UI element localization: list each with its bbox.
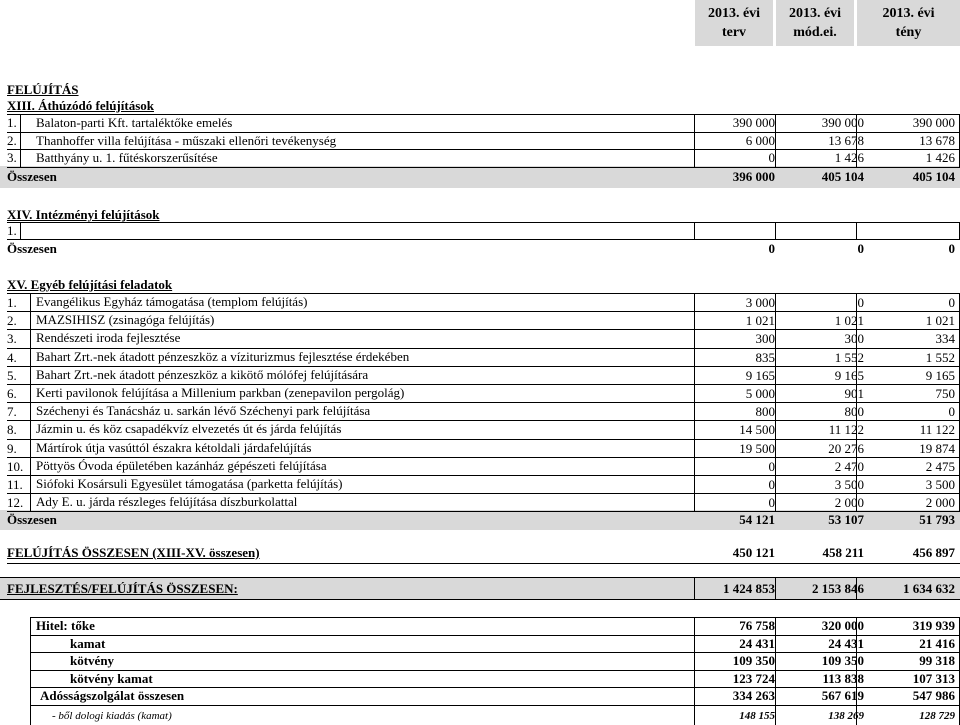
debt-note-actual: 128 729 bbox=[919, 709, 955, 722]
debt-row-actual: 107 313 bbox=[912, 670, 955, 686]
row-15-num: 12. bbox=[7, 495, 24, 511]
row-15-num: 8. bbox=[7, 422, 17, 438]
grand-total-actual: 456 897 bbox=[912, 545, 955, 560]
row-13-plan: 0 bbox=[768, 150, 775, 165]
row-15-label: Rendészeti iroda fejlesztése bbox=[36, 330, 181, 346]
row-15-num: 4. bbox=[7, 349, 17, 365]
row-15-plan: 1 021 bbox=[745, 313, 775, 329]
debt-row-label: kamat bbox=[70, 635, 106, 651]
debt-row-actual: 319 939 bbox=[912, 618, 955, 633]
row-13-num: 3. bbox=[7, 150, 17, 165]
row-15-plan: 9 165 bbox=[745, 367, 775, 383]
total-15-actual: 51 793 bbox=[919, 512, 955, 527]
row-15-modified: 20 276 bbox=[828, 440, 864, 456]
row-13-modified: 1 426 bbox=[834, 150, 864, 165]
row-15-actual: 0 bbox=[948, 404, 955, 420]
total-13-modified: 405 104 bbox=[821, 169, 864, 184]
total-label-13: Összesen bbox=[7, 169, 57, 184]
row-15-num: 3. bbox=[7, 331, 17, 347]
row-15-label: Bahart Zrt.-nek átadott pénzeszköz a kikötő mólófej felújítására bbox=[36, 366, 369, 382]
row-15-plan: 300 bbox=[755, 331, 775, 347]
total-bar-15 bbox=[0, 510, 960, 530]
row-15-modified: 9 165 bbox=[834, 367, 864, 383]
row-15-modified: 1 021 bbox=[834, 313, 864, 329]
debt-row-modified: 24 431 bbox=[828, 635, 864, 651]
row-15-plan: 0 bbox=[768, 458, 775, 474]
row-15-num: 9. bbox=[7, 440, 17, 456]
row-15-modified: 1 552 bbox=[834, 349, 864, 365]
row-15-label: Kerti pavilonok felújítása a Millenium parkban (zenepavilon pergolág) bbox=[36, 385, 405, 400]
debt-note-label: - ből dologi kiadás (kamat) bbox=[52, 709, 172, 722]
row-15-plan: 14 500 bbox=[739, 422, 775, 438]
fejl-total-plan: 1 424 853 bbox=[723, 581, 775, 596]
debt-row-label: kötvény bbox=[70, 653, 115, 668]
debt-row-actual: 99 318 bbox=[919, 653, 955, 668]
row-13-label: Batthyány u. 1. fűtéskorszerűsítése bbox=[36, 150, 218, 165]
row-13-plan: 6 000 bbox=[745, 132, 775, 148]
row-13-label: Balaton-parti Kft. tartaléktőke emelés bbox=[36, 115, 233, 130]
row-15-plan: 19 500 bbox=[739, 440, 775, 456]
row-15-label: Ady E. u. járda részleges felújítása díszburkolattal bbox=[36, 494, 298, 510]
row-15-actual: 750 bbox=[935, 386, 955, 401]
debt-row-plan: 109 350 bbox=[732, 653, 775, 668]
row-15-label: Mártírok útja vasúttól északra kétoldali járdafelújítás bbox=[36, 439, 312, 455]
header-col-plan: 2013. évi terv bbox=[695, 0, 773, 46]
row-15-modified: 11 122 bbox=[828, 422, 864, 438]
row-13-modified: 13 678 bbox=[828, 132, 864, 148]
row-15-modified: 901 bbox=[844, 386, 864, 401]
row-15-plan: 3 000 bbox=[745, 295, 775, 310]
header-col-actual: 2013. évi tény bbox=[857, 0, 960, 46]
row-15-actual: 11 122 bbox=[919, 422, 955, 438]
debt-row-plan: 334 263 bbox=[732, 688, 775, 703]
total-14-plan: 0 bbox=[768, 241, 775, 256]
row-13-num: 1. bbox=[7, 115, 17, 130]
row-15-modified: 0 bbox=[857, 295, 864, 310]
debt-row-plan: 123 724 bbox=[732, 670, 775, 686]
grand-total-label: FELÚJÍTÁS ÖSSZESEN (XIII-XV. összesen) bbox=[7, 545, 260, 560]
page-title: FELÚJÍTÁS bbox=[7, 82, 79, 97]
row-15-label: Pöttyös Óvoda épületében kazánház gépészeti felújítása bbox=[36, 457, 327, 473]
row-13-actual: 390 000 bbox=[912, 115, 955, 130]
debt-row-label: kötvény kamat bbox=[70, 670, 153, 686]
row-15-label: Bahart Zrt.-nek átadott pénzeszköz a víziturizmus fejlesztése érdekében bbox=[36, 348, 410, 364]
total-13-actual: 405 104 bbox=[912, 169, 955, 184]
row-13-plan: 390 000 bbox=[732, 115, 775, 130]
row-15-num: 6. bbox=[7, 386, 17, 401]
row-15-plan: 0 bbox=[768, 477, 775, 492]
fejl-total-modified: 2 153 846 bbox=[812, 581, 864, 596]
debt-row-plan: 24 431 bbox=[739, 635, 775, 651]
fejl-total-actual: 1 634 632 bbox=[903, 581, 955, 596]
total-label-14: Összesen bbox=[7, 241, 57, 256]
debt-row-label: Hitel: tőke bbox=[36, 618, 95, 633]
debt-note-plan: 148 155 bbox=[739, 709, 775, 722]
row-15-label: Siófoki Kosársuli Egyesület támogatása (parketta felújítás) bbox=[36, 476, 343, 491]
section-title-14: XIV. Intézményi felújítások bbox=[7, 207, 160, 222]
debt-row-actual: 21 416 bbox=[919, 635, 955, 651]
debt-row-plan: 76 758 bbox=[739, 618, 775, 633]
row-15-num: 1. bbox=[7, 295, 17, 310]
debt-row-modified: 109 350 bbox=[821, 653, 864, 668]
row-15-modified: 800 bbox=[844, 404, 864, 420]
row-15-label: Evangélikus Egyház támogatása (templom felújítás) bbox=[36, 294, 308, 309]
grand-total-plan: 450 121 bbox=[732, 545, 775, 560]
row-13-num: 2. bbox=[7, 132, 17, 148]
row-15-actual: 0 bbox=[948, 295, 955, 310]
row-15-actual: 1 021 bbox=[925, 313, 955, 329]
row-15-actual: 19 874 bbox=[919, 440, 955, 456]
total-14-actual: 0 bbox=[948, 241, 955, 256]
debt-row-label: Adósságszolgálat összesen bbox=[40, 688, 185, 703]
row-15-actual: 1 552 bbox=[925, 349, 955, 365]
row-13-modified: 390 000 bbox=[821, 115, 864, 130]
row-15-num: 2. bbox=[7, 313, 17, 329]
row-15-modified: 3 500 bbox=[834, 477, 864, 492]
debt-row-actual: 547 986 bbox=[912, 688, 955, 703]
row-15-num: 5. bbox=[7, 367, 17, 383]
row-15-num: 7. bbox=[7, 404, 17, 420]
fejl-total-label: FEJLESZTÉS/FELÚJÍTÁS ÖSSZESEN: bbox=[7, 581, 238, 596]
row-15-actual: 2 000 bbox=[925, 495, 955, 511]
row-15-actual: 2 475 bbox=[925, 458, 955, 474]
total-bar-13 bbox=[0, 166, 960, 188]
header-col-modified: 2013. évi mód.ei. bbox=[776, 0, 854, 46]
row-15-plan: 800 bbox=[755, 404, 775, 420]
row-13-actual: 1 426 bbox=[925, 150, 955, 165]
debt-row-modified: 320 000 bbox=[821, 618, 864, 633]
section-title-15: XV. Egyéb felújítási feladatok bbox=[7, 277, 173, 292]
debt-note-modified: 138 269 bbox=[828, 709, 864, 722]
row-15-modified: 2 000 bbox=[834, 495, 864, 511]
total-14-modified: 0 bbox=[857, 241, 864, 256]
row-15-modified: 300 bbox=[844, 331, 864, 347]
row-13-label: Thanhoffer villa felújítása - műszaki ellenőri tevékenység bbox=[36, 132, 337, 148]
row-15-plan: 0 bbox=[768, 495, 775, 511]
row-15-plan: 835 bbox=[755, 349, 775, 365]
total-15-modified: 53 107 bbox=[828, 512, 864, 527]
total-15-plan: 54 121 bbox=[739, 512, 775, 527]
debt-row-modified: 113 838 bbox=[822, 670, 864, 686]
row-15-label: Széchenyi és Tanácsház u. sarkán lévő Széchenyi park felújítása bbox=[36, 403, 371, 419]
debt-row-modified: 567 619 bbox=[821, 688, 864, 703]
row-15-num: 10. bbox=[7, 458, 24, 474]
total-13-plan: 396 000 bbox=[732, 169, 775, 184]
grand-total-modified: 458 211 bbox=[822, 545, 864, 560]
row-15-actual: 9 165 bbox=[925, 367, 955, 383]
row-15-label: MAZSIHISZ (zsinagóga felújítás) bbox=[36, 312, 215, 328]
row-14-1-num: 1. bbox=[7, 223, 17, 238]
row-15-plan: 5 000 bbox=[745, 386, 775, 401]
row-13-actual: 13 678 bbox=[919, 132, 955, 148]
total-label-15: Összesen bbox=[7, 512, 57, 527]
row-15-num: 11. bbox=[7, 477, 23, 492]
row-15-actual: 334 bbox=[935, 331, 955, 347]
row-15-modified: 2 470 bbox=[834, 458, 864, 474]
row-15-label: Jázmin u. és köz csapadékvíz elvezetés út és járda felújítás bbox=[36, 421, 342, 437]
section-title-13: XIII. Áthúzódó felújítások bbox=[7, 98, 154, 113]
row-15-actual: 3 500 bbox=[925, 477, 955, 492]
